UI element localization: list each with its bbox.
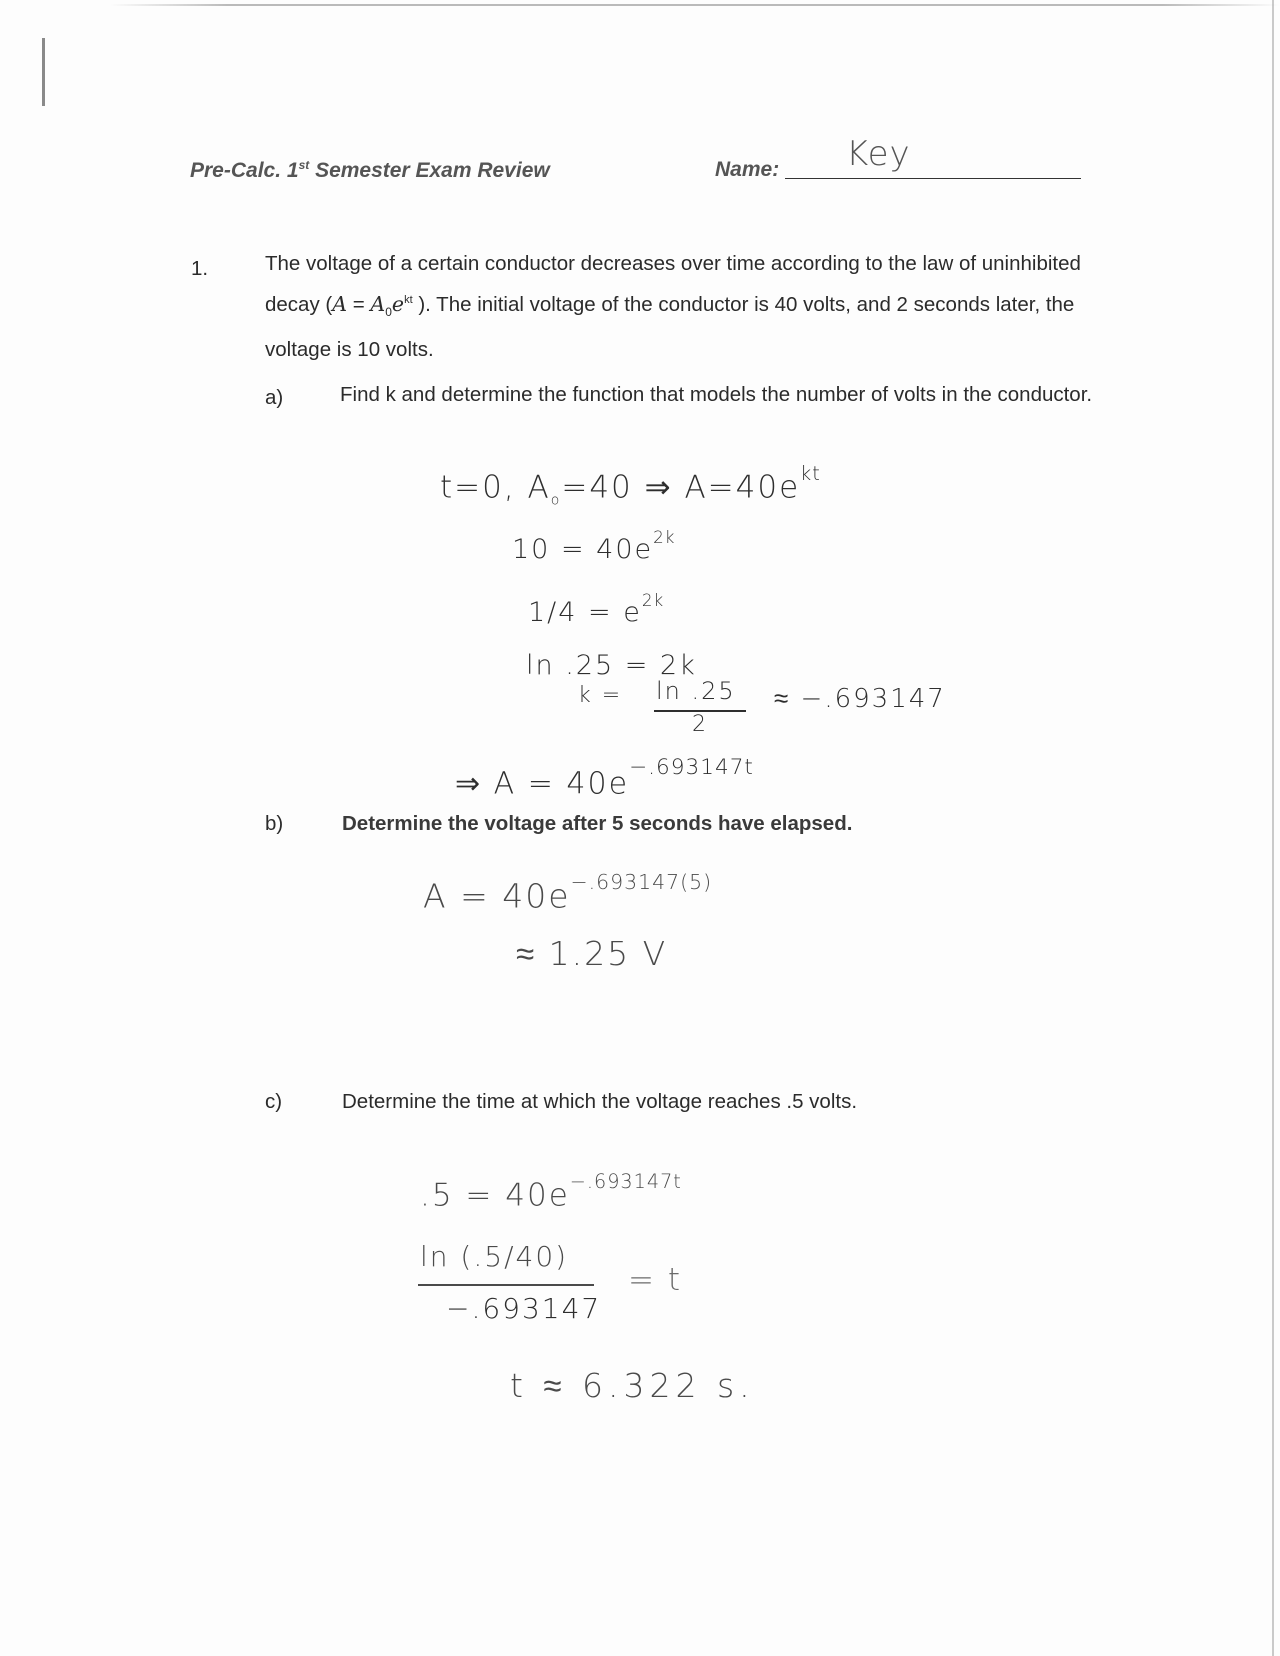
work-a1-rest: =40 ⇒ A=40e xyxy=(561,469,801,506)
part-b-work-line1 xyxy=(423,870,712,915)
part-c-work-line1 xyxy=(420,1170,682,1213)
work-a2-exp: 2k xyxy=(653,527,676,547)
part-c-work-denominator: −.693147 xyxy=(446,1292,602,1325)
work-a3-exp: 2k xyxy=(641,590,665,610)
part-a-work-line2 xyxy=(512,527,675,565)
part-b-label: b) xyxy=(265,812,284,835)
margin-mark xyxy=(42,38,45,106)
work-a6-text: ⇒ A = 40e xyxy=(455,766,630,802)
exam-title xyxy=(190,158,550,183)
part-a-work-line1 xyxy=(440,462,821,508)
formula-e: e xyxy=(391,291,405,316)
course-name: Pre-Calc. 1 xyxy=(190,159,299,182)
question-text-part2: ). The initial voltage of the conductor is 40 volts, and 2 seconds later, the voltage is 10 volts. xyxy=(265,292,1075,361)
work-c1-exp: −.693147t xyxy=(569,1170,682,1193)
part-c-work-rhs: = t xyxy=(628,1262,682,1298)
part-c-fraction-bar xyxy=(418,1284,594,1286)
work-c1-text: .5 = 40e xyxy=(420,1177,570,1214)
part-a-work-line3 xyxy=(528,590,664,628)
formula-equals: = xyxy=(347,292,371,316)
part-a-work-k-lhs: k = xyxy=(578,683,623,708)
part-c-prompt: Determine the time at which the voltage reaches .5 volts. xyxy=(342,1090,858,1113)
name-underline xyxy=(785,178,1081,179)
work-a6-exp: −.693147t xyxy=(629,755,754,780)
part-c-work-answer: t ≈ 6.322 s. xyxy=(510,1366,755,1405)
part-a-work-result xyxy=(455,755,754,801)
work-a1-exp: kt xyxy=(800,462,821,485)
part-a-work-line4: ln .25 = 2k xyxy=(526,650,697,681)
formula-lhs: A xyxy=(332,291,348,316)
question-text-part1: The voltage of a certain conductor decreases over time according to the law of uninhibited decay ( xyxy=(265,252,1081,316)
scan-edge-right xyxy=(1272,0,1274,1656)
formula-a0: A xyxy=(370,291,386,316)
formula-exponent: kt xyxy=(404,294,413,306)
part-b-work-line2: ≈ 1.25 V xyxy=(516,934,668,973)
part-a-prompt: Find k and determine the function that models the number of volts in the conductor. xyxy=(340,383,1093,406)
question-number: 1. xyxy=(191,257,209,280)
name-label: Name: xyxy=(715,158,780,181)
exam-title-text: Semester Exam Review xyxy=(309,159,550,182)
question-text xyxy=(265,245,1085,368)
part-a-label: a) xyxy=(265,386,284,409)
part-b-prompt: Determine the voltage after 5 seconds have elapsed. xyxy=(342,812,853,835)
formula-subscript: 0 xyxy=(385,304,392,319)
work-b1-text: A = 40e xyxy=(423,876,571,916)
name-value: Key xyxy=(846,134,911,174)
work-a1-sub: o xyxy=(550,492,562,509)
scan-edge-top xyxy=(110,4,1280,6)
work-a3-text: 1/4 = e xyxy=(528,597,642,629)
part-c-label: c) xyxy=(265,1090,283,1113)
work-b1-exp: −.693147(5) xyxy=(570,870,713,894)
part-a-work-k-denominator: 2 xyxy=(692,712,708,737)
part-c-work-numerator: ln (.5/40) xyxy=(420,1240,569,1273)
work-a1-text: t=0, A xyxy=(440,469,551,506)
part-a-work-k-approx: ≈ −.693147 xyxy=(774,684,946,714)
course-ordinal: st xyxy=(298,158,310,172)
work-a2-text: 10 = 40e xyxy=(512,534,654,566)
part-a-work-k-numerator: ln .25 xyxy=(656,677,736,705)
